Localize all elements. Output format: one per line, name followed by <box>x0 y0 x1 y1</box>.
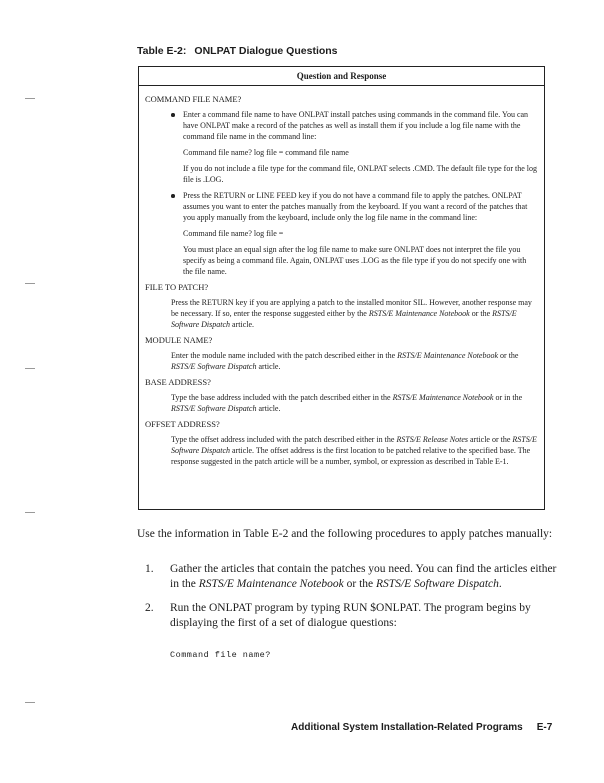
page-footer <box>291 722 552 733</box>
page-number: E-7 <box>536 722 553 733</box>
question-offset-address: OFFSET ADDRESS? <box>145 419 220 429</box>
bullet-item <box>145 109 538 142</box>
footer-title: Additional System Installation-Related Programs <box>291 722 523 733</box>
table-number: Table E-2: <box>137 45 187 57</box>
intro-paragraph: Use the information in Table E-2 and the following procedures to apply patches manually: <box>137 528 553 540</box>
margin-mark <box>25 98 35 99</box>
bullet-icon <box>171 113 175 117</box>
table-body <box>139 86 544 467</box>
note-text: You must place an equal sign after the log file name to make sure ONLPAT does not interpret the file you specify as being a command file. Again, ONLPAT uses .LOG as the file type if you do not specify one with the file name. <box>183 245 527 276</box>
procedure-step: 1. Gather the articles that contain the patches you need. You can find the articles either in the RSTS/E Maintenance Notebook or the RSTS/E Software Dispatch. <box>145 563 557 590</box>
bullet-text: Enter a command file name to have ONLPAT install patches using commands in the command file. You can have ONLPAT make a record of the patches as well as install them if you include a log file name with the command file name in the command line: <box>183 110 529 141</box>
table-title: ONLPAT Dialogue Questions <box>194 45 338 57</box>
answer-text: Press the RETURN key if you are applying a patch to the installed monitor SIL. However, another response may be necessary. If so, enter the response suggested either by the RSTS/E Maintenance Notebook or the RSTS/E Software Dispatch article. <box>171 298 532 329</box>
example-line: Command file name? log file = command file name <box>183 148 349 157</box>
example-line: Command file name? log file = <box>183 229 284 238</box>
answer-text: Enter the module name included with the patch described either in the RSTS/E Maintenance Notebook or the RSTS/E Software Dispatch article. <box>171 351 519 371</box>
code-prompt: Command file name? <box>170 650 271 660</box>
bullet-icon <box>171 194 175 198</box>
table-caption <box>137 45 346 57</box>
bullet-item <box>145 190 538 223</box>
margin-mark <box>25 512 35 513</box>
margin-mark <box>25 283 35 284</box>
answer-text: Type the base address included with the patch described either in the RSTS/E Maintenance Notebook or in the RSTS/E Software Dispatch article. <box>171 393 523 413</box>
question-base-address: BASE ADDRESS? <box>145 377 211 387</box>
bullet-text: Press the RETURN or LINE FEED key if you do not have a command file to apply the patches. ONLPAT assumes you want to enter the patches manually from the keyboard. If you want a record of the patches that you apply manually from the keyboard, include only the log file name in the command line: <box>183 191 528 222</box>
table-header: Question and Response <box>139 67 544 86</box>
margin-mark <box>25 702 35 703</box>
procedure-step: 2. Run the ONLPAT program by typing RUN $ONLPAT. The program begins by displaying the first of a set of dialogue questions: <box>145 602 531 629</box>
note-text: If you do not include a file type for the command file, ONLPAT selects .CMD. The default file type for the log file is .LOG. <box>183 164 537 184</box>
question-command-file: COMMAND FILE NAME? <box>145 94 242 104</box>
dialogue-table <box>138 66 545 510</box>
question-module-name: MODULE NAME? <box>145 335 213 345</box>
margin-mark <box>25 368 35 369</box>
answer-text: Type the offset address included with the patch described either in the RSTS/E Release Notes article or the RSTS/E Software Dispatch article. The offset address is the first location to be patched relative to the specified base. The response suggested in the patch article will be a number, symbol, or expression as described in Table E-1. <box>171 435 537 466</box>
step-number: 1. <box>145 563 154 575</box>
step-number: 2. <box>145 602 154 614</box>
question-file-to-patch: FILE TO PATCH? <box>145 282 209 292</box>
procedure-list <box>137 562 557 640</box>
